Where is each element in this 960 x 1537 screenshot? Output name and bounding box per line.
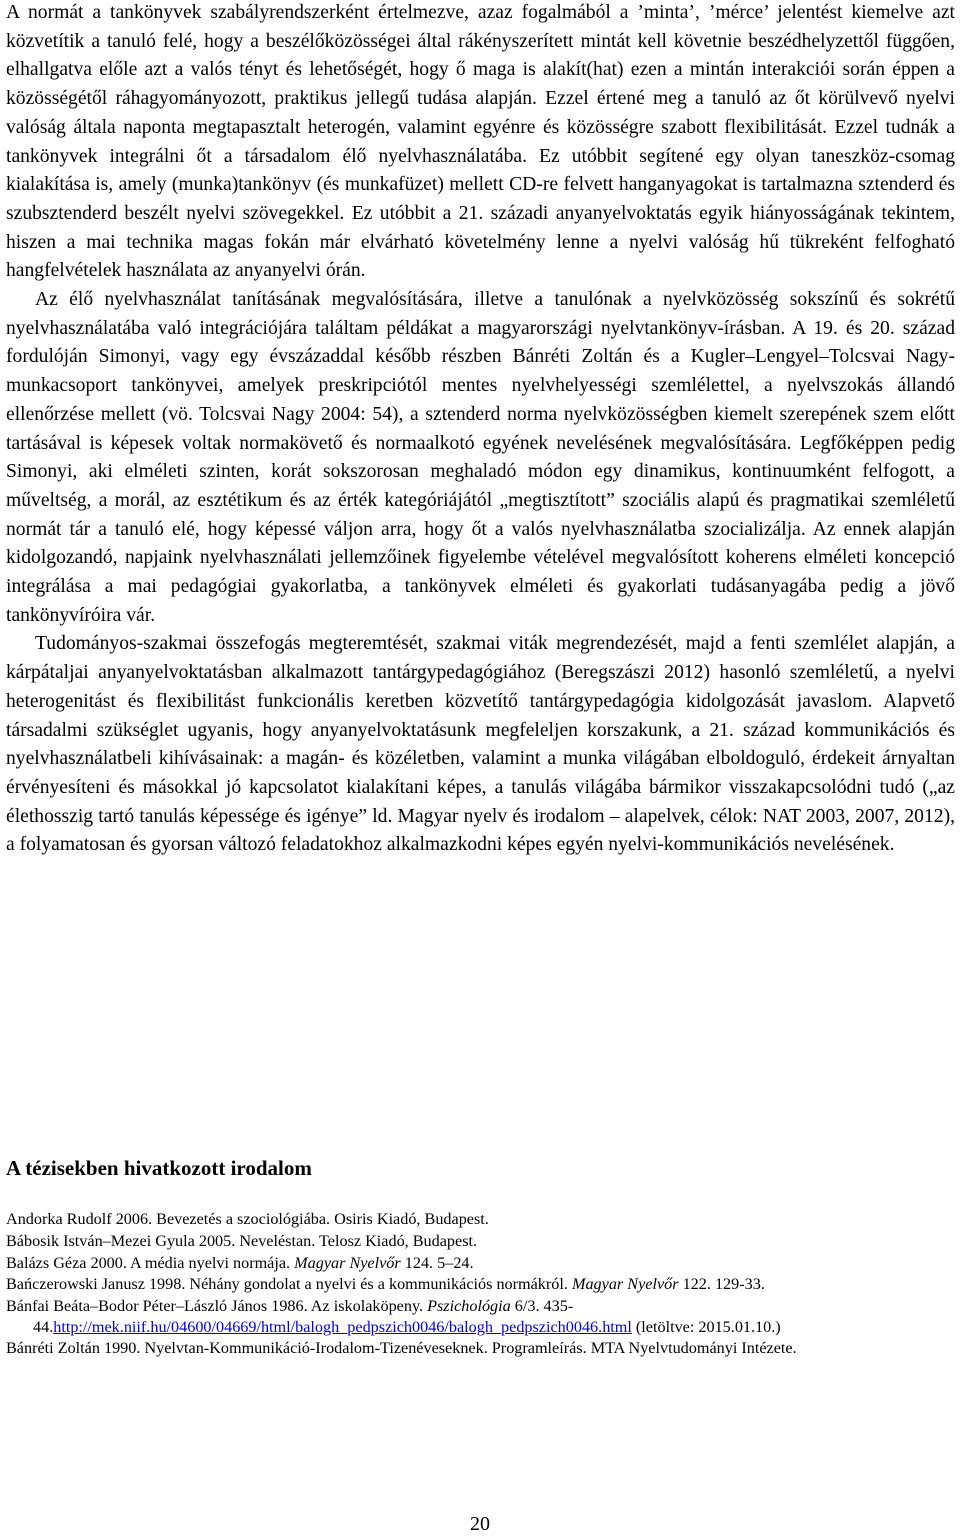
journal-title: Pszichológia (427, 1297, 511, 1316)
reference-link[interactable]: http://mek.niif.hu/04600/04669/html/balogh_pedpszich0046/balogh_pedpszich0046.html (53, 1317, 632, 1336)
reference-text: Bánréti Zoltán 1990. Nyelvtan-Kommunikáció-Irodalom-Tizenéveseknek. Programleírás. MTA Nyelvtudományi Intézete. (6, 1339, 797, 1358)
reference-item (6, 1338, 955, 1359)
reference-text: Andorka Rudolf 2006. Bevezetés a szociológiába. Osiris Kiadó, Budapest. (6, 1210, 489, 1228)
reference-text: 122. 129-33. (678, 1275, 765, 1294)
reference-list (6, 1209, 955, 1360)
reference-item (6, 1274, 955, 1295)
reference-text: (letöltve: 2015.01.10.) (631, 1317, 781, 1336)
reference-text: Bábosik István–Mezei Gyula 2005. Neveléstan. Telosz Kiadó, Budapest. (6, 1231, 478, 1250)
reference-text: 6/3. 435-44. (33, 1297, 574, 1336)
reference-text: 124. 5–24. (400, 1253, 474, 1272)
references-heading: A tézisekben hivatkozott irodalom (6, 1156, 312, 1180)
reference-item (6, 1253, 955, 1274)
page-number: 20 (470, 1513, 490, 1535)
reference-text: Bańczerowski Janusz 1998. Néhány gondolat a nyelvi és a kommunikációs normákról. (6, 1275, 572, 1294)
reference-item (6, 1209, 955, 1230)
journal-title: Magyar Nyelvőr (571, 1275, 679, 1294)
body-text (6, 0, 955, 860)
paragraph: Az élő nyelvhasználat tanításának megvalósítására, illetve a tanulónak a nyelvközösség sokszínű és sokrétű nyelvhasználatába való integrációjára találtam példákat a magyarországi nyelvtankönyv-írásban. A 19. és 20. század fordulóján Simonyi, vagy egy évszázaddal később részben Bánréti Zoltán és a Kugler–Lengyel–Tolcsvai Nagy-munkacsoport tankönyvei, amelyek preskripciótól mentes nyelvhelyességi szemlélettel, a nyelvszokás állandó ellenőrzése mellett (vö. Tolcsvai Nagy 2004: 54), a sztenderd norma nyelvközösségben kiemelt szerepének szem előtt tartásával is képesek voltak normakövető és normaalkotó egyének nevelésének megvalósítására. Legfőképpen pedig Simonyi, aki elméleti szinten, korát sokszorosan meghaladó módon egy dinamikus, kontinuumként felfogott, a műveltség, a morál, az esztétikum és az érték kategóriájától „megtisztított” szociális alapú és pragmatikai szemléletű normát tár a tanuló elé, hogy képessé váljon arra, hogy őt a valós nyelvhasználatba szocializálja. Az ennek alapján kidolgozandó, napjaink nyelvhasználati jellemzőinek figyelembe vételével megvalósított koherens elméleti koncepció integrálása a mai pedagógiai gyakorlatba, a tankönyvek elméleti és gyakorlati tudásanyagába pedig a jövő tankönyvíróira vár. (6, 289, 955, 626)
reference-item (6, 1231, 955, 1252)
reference-item (6, 1296, 955, 1337)
paragraph: Tudományos-szakmai összefogás megteremtését, szakmai viták megrendezését, majd a fenti szemlélet alapján, a kárpátaljai anyanyelvoktatásban alkalmazott tantárgypedagógiához (Beregszászi 2012) hasonló szemléletű, a nyelvi heterogenitást és flexibilitást funkcionális keretben közvetítő tantárgypedagógia kidolgozását javaslom. Alapvető társadalmi szükséglet ugyanis, hogy anyanyelvoktatásunk megfeleljen korszakunk, a 21. század kommunikációs és nyelvhasználatbeli kihívásainak: a magán- és közéletben, valamint a munka világában elboldoguló, érdekeit árnyaltan érvényesíteni és másokkal jó kapcsolatot kialakítani képes, a tanulás világába bármikor visszakapcsolódni tudó („az élethosszig tartó tanulás képessége és igénye” ld. Magyar nyelv és irodalom – alapelvek, célok: NAT 2003, 2007, 2012), a folyamatosan és gyorsan változó feladatokhoz alkalmazkodni képes egyén nyelvi-kommunikációs nevelésének. (6, 633, 955, 856)
paragraph: A normát a tankönyvek szabályrendszerként értelmezve, azaz fogalmából a ’minta’, ’mérce’ jelentést kiemelve azt közvetítik a tanuló felé, hogy a beszélőközösségei által rákényszerített mintát kell követnie beszédhelyzettől függően, elhallgatva előle azt a valós tényt és lehetőségét, hogy ő maga is alakít(hat) ezen a mintán interakciói során éppen a közösségétől ráhagyományozott, praktikus jellegű tudása alapján. Ezzel értené meg a tanuló az őt körülvevő nyelvi valóság általa naponta megtapasztalt heterogén, valamint egyénre és közösségre szabott flexibilitását. Ezzel tudnák a tankönyvek integrálni őt a társadalom élő nyelvhasználatába. Ez utóbbit segítené egy olyan taneszköz-csomag kialakítása is, amely (munka)tankönyv (és munkafüzet) mellett CD-re felvett hanganyagokat is tartalmazna sztenderd és szubsztenderd beszélt nyelvi szövegekkel. Ez utóbbit a 21. századi anyanyelvoktatás egyik hiányosságának tekintem, hiszen a mai technika magas fokán már elvárható követelmény lenne a nyelvi valóság hű tükreként felfogható hangfelvételek használata az anyanyelvi órán. (6, 2, 955, 282)
reference-text: Balázs Géza 2000. A média nyelvi normája. (6, 1253, 295, 1272)
reference-text: Bánfai Beáta–Bodor Péter–László János 1986. Az iskolaköpeny. (6, 1297, 428, 1316)
journal-title: Magyar Nyelvőr (294, 1253, 401, 1272)
